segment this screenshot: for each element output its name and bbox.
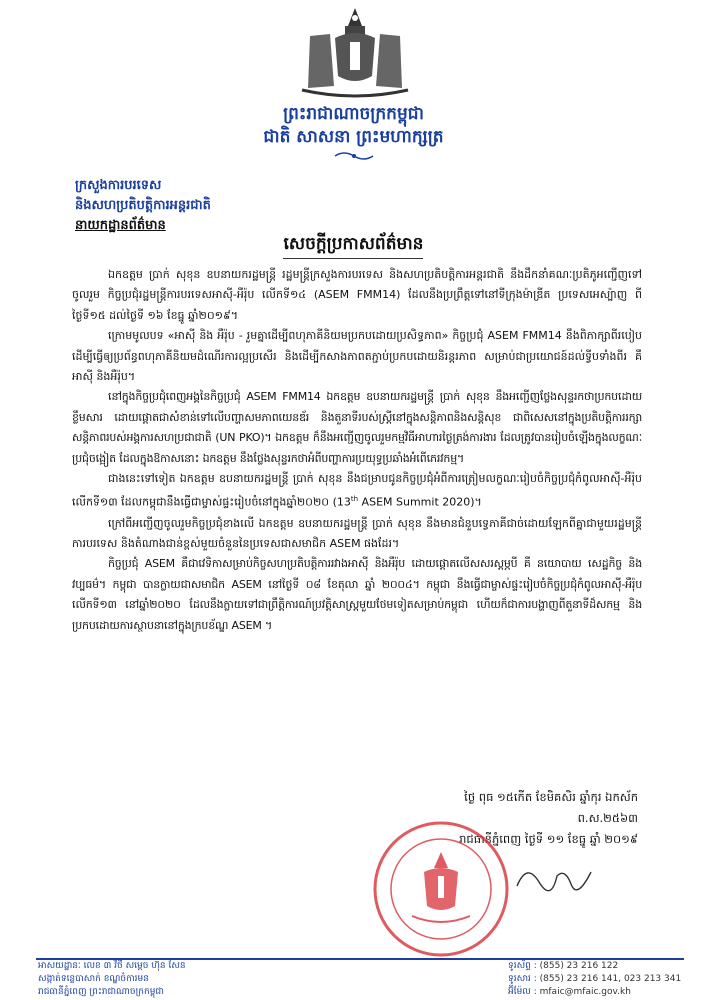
paragraph-4 [72,469,642,513]
paragraph-3: នៅក្នុងកិច្ចប្រជុំពេញអង្គនៃកិច្ចប្រជុំ ASEM FMM14 ឯកឧត្តម ឧបនាយករដ្ឋមន្ត្រី ប្រាក់ សុខុន នឹងអញ្ជើញថ្លែងសុន្ទរកថាប្រកបដោយខ្លឹមសារ ដោយផ្តោតជាសំខាន់ទៅលើបញ្ហាសមភាពយេនឌ័រ និងតួនាទីរបស់ស្ត្រីនៅក្នុងសន្តិភាពនិងសន្តិសុខ ជាពិសេសនៅក្នុងប្រតិបត្តិការរក្សាសន្តិភាពរបស់អង្គការសហប្រជាជាតិ (UN PKO)។ ឯកឧត្តម ក៏នឹងអញ្ជើញចូលរួមកម្មវិធីអាហារថ្ងៃត្រង់ការងារ ដែលត្រូវបានរៀបចំឡើងក្នុងលក្ខណៈប្រជុំចង្អៀត ដែលក្នុងឱកាសនោះ ឯកឧត្តម នឹងថ្លែងសុន្ទរកថាអំពីបញ្ហាការប្រយុទ្ធប្រឆាំងអំពើភេរវកម្ម។ [72,390,642,465]
address-line-2: សង្កាត់ទន្លេបាសាក់ ខណ្ឌចំការមន [38,974,149,984]
document-title: សេចក្តីប្រកាសព័ត៌មាន [283,234,424,254]
paragraph-6: កិច្ចប្រជុំ ASEM គឺជាវេទិកាសម្រាប់កិច្ចសហប្រតិបត្តិការរវាងអាស៊ី និងអឺរ៉ុប ដោយផ្តោតលើសសរស្តម្ភបី គឺ នយោបាយ សេដ្ឋកិច្ច និងវប្បធម៌។ កម្ពុជា បានក្លាយជាសមាជិក ASEM នៅថ្ងៃទី ០៨ ខែតុលា ឆ្នាំ ២០០៤។ កម្ពុជា នឹងធ្វើជាម្ចាស់ផ្ទះរៀបចំកិច្ចប្រជុំកំពូលអាស៊ី-អឺរ៉ុប លើកទី១៣ នៅឆ្នាំ២០២០ ដែលនឹងក្លាយទៅជាព្រឹត្តិការណ៍ប្រវត្តិសាស្ត្រមួយថែមទៀតសម្រាប់កម្ពុជា ហើយក៏ជាការបង្ហាញពីតួនាទីដ៏សកម្ម និងប្រកបដោយការស្ថាបនានៅក្នុងក្របខ័ណ្ឌ ASEM ។ [72,557,642,632]
address-line-3: រាជធានីភ្នំពេញ ព្រះរាជាណាចក្រកម្ពុជា [38,987,164,997]
fax-row [508,973,681,986]
summit-superscript: th [350,495,359,504]
ministry-name-line2: និងសហប្រតិបត្តិការអន្តរជាតិ [75,198,211,213]
official-seal-icon [372,820,510,958]
phone-row [508,960,681,973]
phone-label: ទូរស័ព្ទ : [508,961,537,971]
title-underline [283,258,423,259]
phone-number: (855) 23 216 122 [539,961,619,971]
ministry-header [75,176,211,236]
summit-close: ASEM Summit 2020)។ [358,496,482,510]
email-label: អ៊ីម៉ែល : [508,987,537,997]
signature-icon [505,858,605,898]
fax-number: (855) 23 216 141, 023 213 341 [539,974,682,984]
address-label: អាសយដ្ឋានៈ [38,961,81,971]
department-name: នាយកដ្ឋានព័ត៌មាន [75,218,166,233]
lunar-date: ថ្ងៃ ពុធ ១៥កើត ខែមិគសិរ ឆ្នាំកុរ ឯកស័ក ព.ស.២៥៦៣ [464,790,638,825]
footer-contact [508,960,681,999]
paragraph-4-text: ជាងនេះទៅទៀត ឯកឧត្តម ឧបនាយករដ្ឋមន្ត្រី ប្រាក់ សុខុន នឹងជម្រាបជូនកិច្ចប្រជុំអំពីការត្រៀមលក្ខណៈរៀបចំកិច្ចប្រជុំកំពូលអាស៊ី-អឺរ៉ុបលើកទី១៣ ដែលកម្ពុជានឹងធ្វើជាម្ចាស់ផ្ទះរៀបចំនៅក្នុងឆ្នាំ២០២០ [72,472,642,510]
address-line-1 [38,960,186,973]
paragraph-1: ឯកឧត្តម ប្រាក់ សុខុន ឧបនាយករដ្ឋមន្ត្រី រដ្ឋមន្ត្រីក្រសួងការបរទេស និងសហប្រតិបត្តិការអន្តរជាតិ នឹងដឹកនាំគណៈប្រតិភូអញ្ជើញទៅចូលរួម កិច្ចប្រជុំរដ្ឋមន្ត្រីការបរទេសអាស៊ី-អឺរ៉ុប លើកទី១៤ (ASEM FMM14) ដែលនឹងប្រព្រឹត្តទៅនៅទីក្រុងម៉ាឌ្រីត ប្រទេសអេស្ប៉ាញ ពីថ្ងៃទី១៥ ដល់ថ្ងៃទី ១៦ ខែធ្នូ ឆ្នាំ២០១៩។ [72,268,642,322]
kingdom-title: ព្រះរាជាណាចក្រកម្ពុជា [283,104,424,124]
paragraph-2: ក្រោមមូលបទ «អាស៊ី និង អឺរ៉ុប - រួមគ្នាដើម្បីពហុភាគីនិយមប្រកបដោយប្រសិទ្ធភាព» កិច្ចប្រជុំ ASEM FMM14 នឹងពិភាក្សាពីរបៀបដើម្បីធ្វើឲ្យប្រព័ន្ធពហុភាគីនិយមដំណើរការល្អប្រសើរ និងដើម្បីកសាងភាពតភ្ជាប់ប្រកបដោយនិរន្តរភាព សម្រាប់ជាប្រយោជន៍ដល់ទ្វីបទាំងពីរ គឺ អាស៊ី និងអឺរ៉ុប។ [72,329,642,384]
fax-label: ទូរសារ : [508,974,537,984]
solar-date: រាជធានីភ្នំពេញ ថ្ងៃទី ១១ ខែធ្នូ ឆ្នាំ ២០១៩ [459,832,638,846]
ornament-divider-icon [333,150,375,162]
national-motto: ជាតិ សាសនា ព្រះមហាក្សត្រ [263,127,444,147]
address-street: លេខ ៣ វិថី សម្តេច ហ៊ុន សែន [83,961,186,971]
email-row [508,986,681,999]
press-release-body [72,265,642,636]
ministry-name-line1: ក្រសួងការបរទេស [75,178,162,193]
email-link[interactable]: mfaic@mfaic.gov.kh [539,987,631,997]
paragraph-5: ក្រៅពីអញ្ជើញចូលរួមកិច្ចប្រជុំខាងលើ ឯកឧត្តម ឧបនាយករដ្ឋមន្ត្រី ប្រាក់ សុខុន នឹងមានជំនួបទ្វេភាគីជាច់ដោយឡែកពីគ្នាជាមួយរដ្ឋមន្ត្រីការបរទេស និងតំណាងជាន់ខ្ពស់មួយចំនួននៃប្រទេសជាសមាជិក ASEM ផងដែរ។ [72,516,642,550]
summit-open: (13 [332,496,351,510]
footer-address [38,960,186,999]
royal-coat-of-arms-icon [290,6,420,98]
